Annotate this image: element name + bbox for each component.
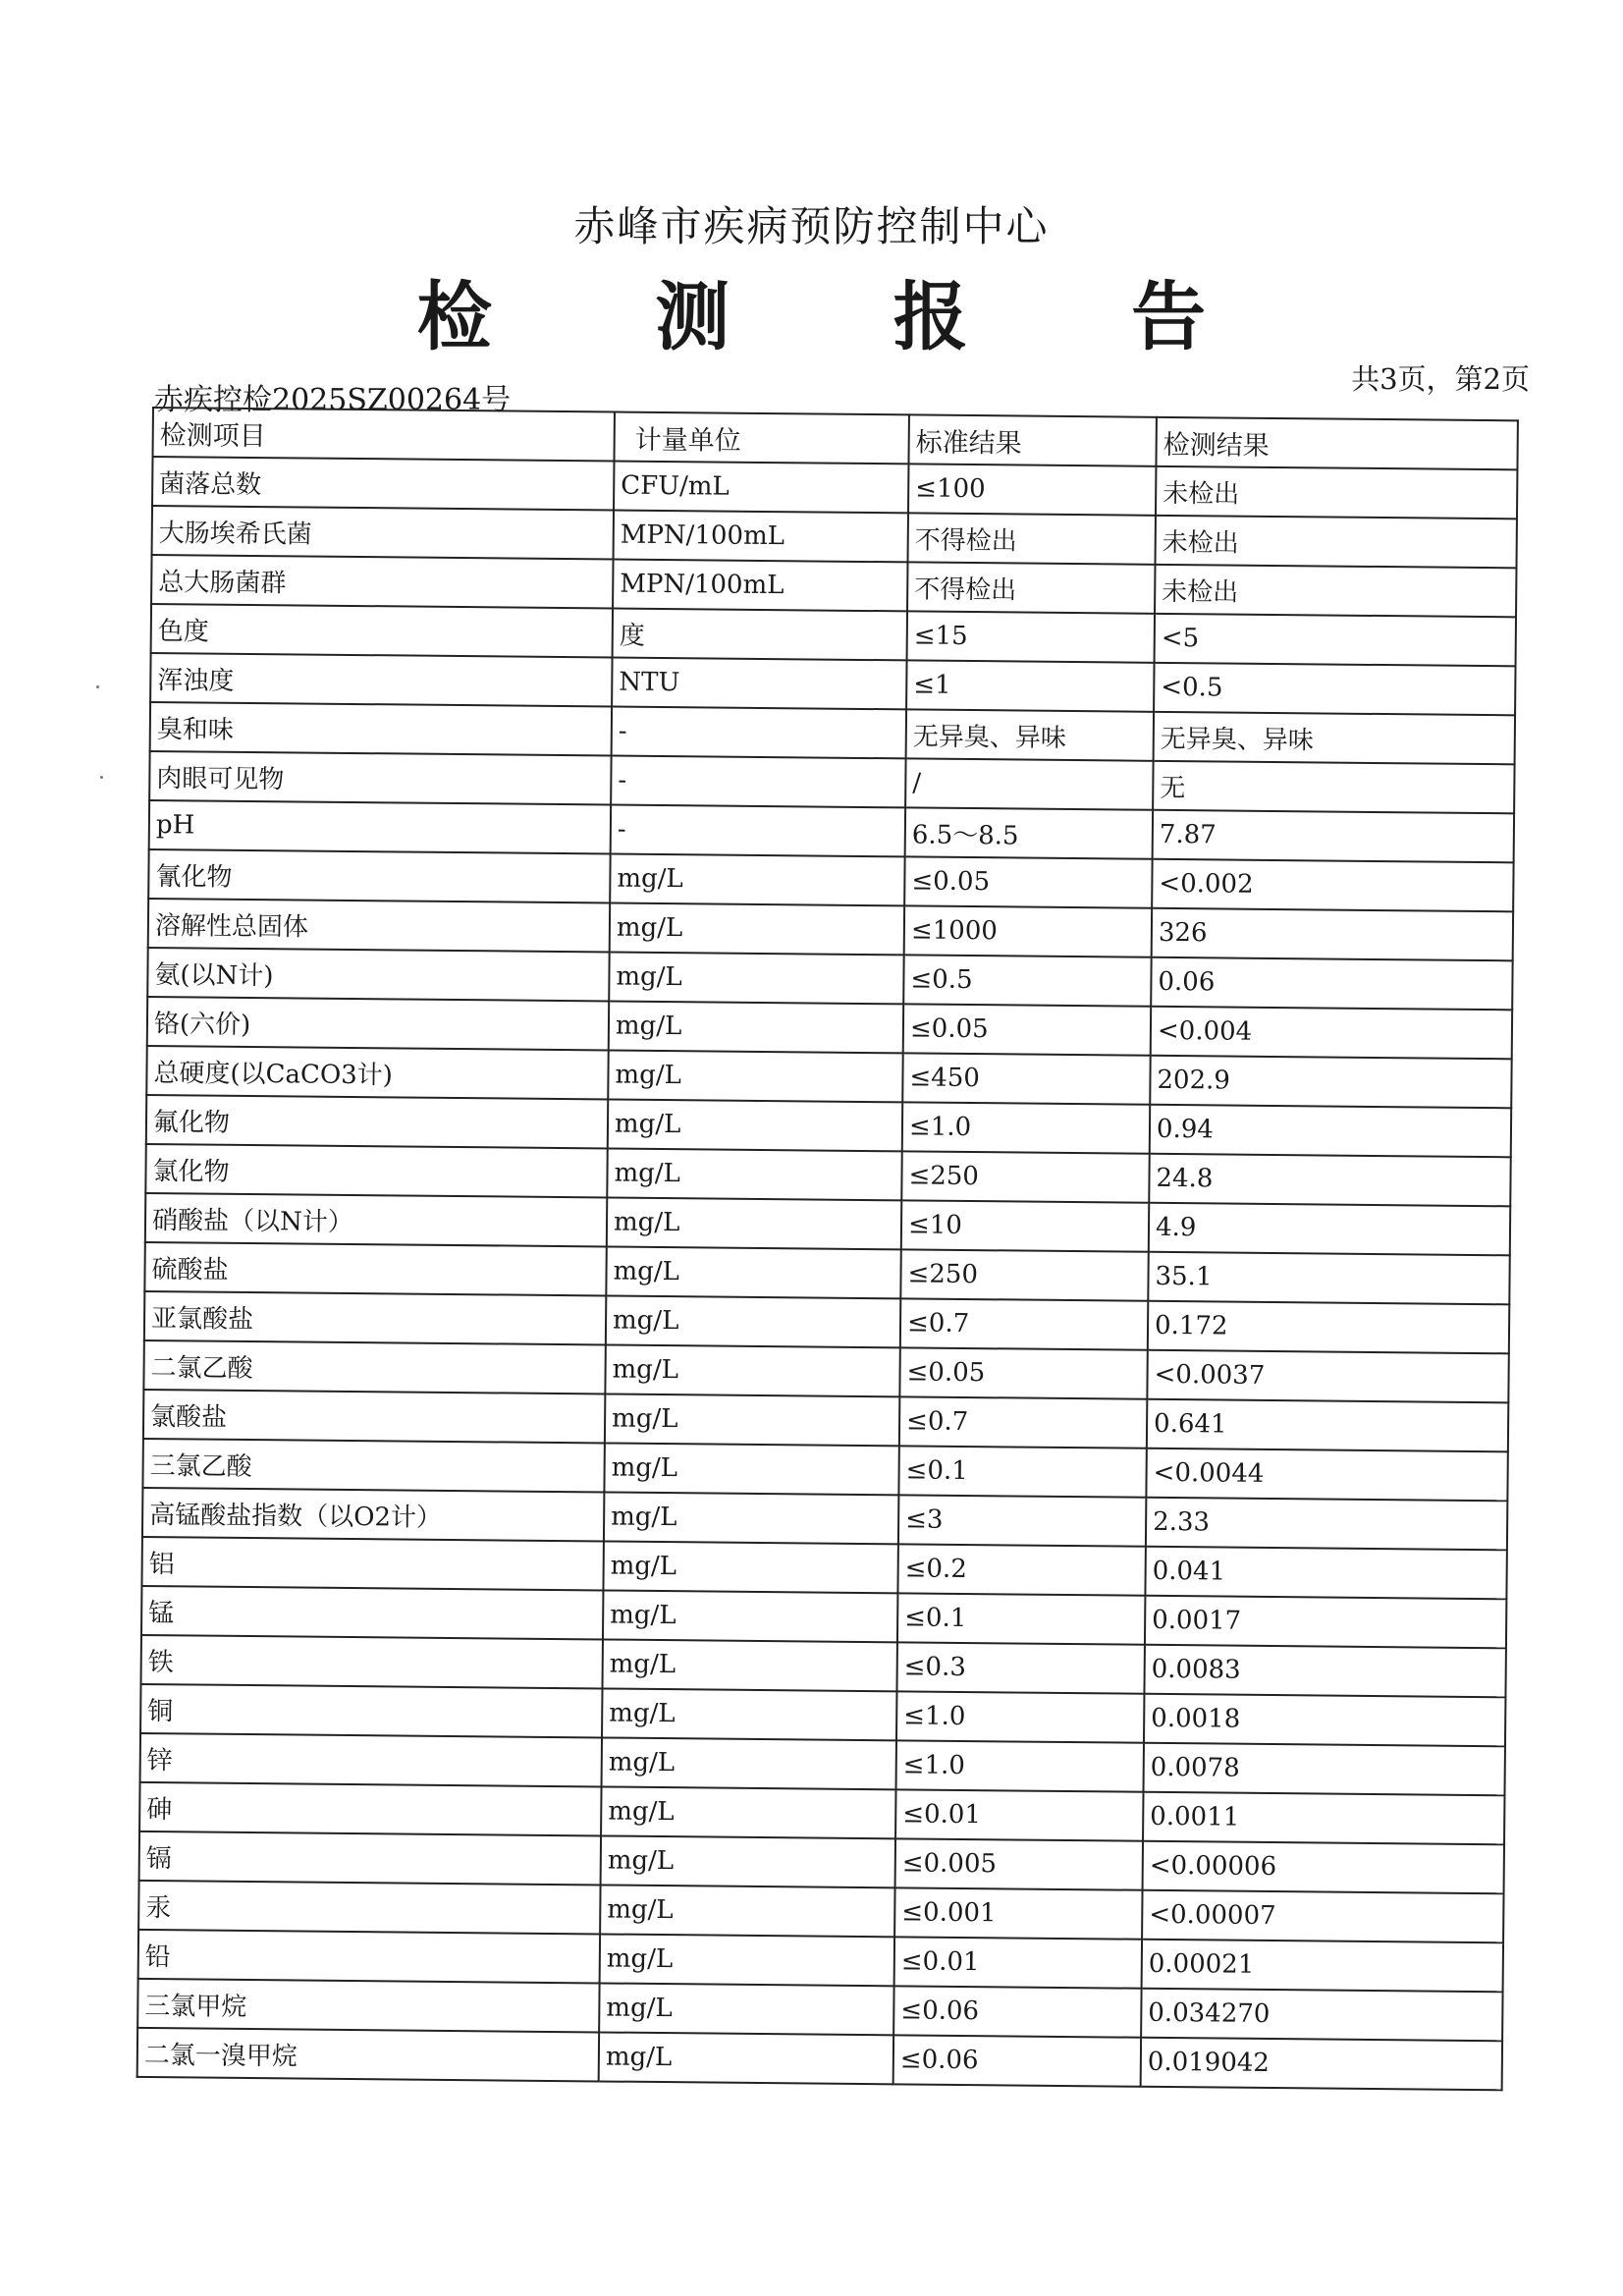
standard-limit-cell: ≤0.001	[894, 1887, 1142, 1939]
test-result-cell: 0.0011	[1143, 1792, 1504, 1845]
unit-cell: MPN/100mL	[613, 560, 907, 612]
test-item-cell: 铜	[140, 1684, 602, 1738]
test-item-cell: 镉	[139, 1831, 601, 1886]
test-item-cell: 锌	[140, 1733, 602, 1787]
unit-cell: mg/L	[610, 902, 904, 955]
test-result-cell: <0.004	[1151, 1007, 1512, 1060]
column-header-result: 检测结果	[1156, 417, 1517, 470]
standard-limit-cell: ≤1.0	[902, 1102, 1150, 1153]
test-item-cell: 铁	[141, 1635, 603, 1689]
test-result-cell: 未检出	[1155, 565, 1516, 618]
unit-cell: -	[612, 707, 906, 759]
standard-limit-cell: 不得检出	[907, 562, 1155, 613]
test-item-cell: 氰化物	[148, 849, 610, 903]
test-item-cell: 铝	[141, 1537, 603, 1591]
unit-cell: 度	[613, 609, 907, 661]
standard-limit-cell: ≤100	[908, 464, 1156, 515]
standard-limit-cell: ≤1	[906, 660, 1154, 711]
scan-speck	[96, 685, 99, 688]
test-item-cell: 菌落总数	[152, 457, 614, 511]
standard-limit-cell: 不得检出	[908, 513, 1156, 564]
standard-limit-cell: ≤450	[902, 1053, 1150, 1104]
unit-cell: mg/L	[609, 952, 903, 1004]
test-item-cell: 浑浊度	[150, 653, 612, 707]
unit-cell: mg/L	[606, 1246, 900, 1298]
unit-cell: mg/L	[605, 1344, 899, 1396]
test-result-cell: 0.94	[1150, 1105, 1511, 1158]
unit-cell: -	[611, 805, 905, 857]
standard-limit-cell: ≤1000	[904, 905, 1152, 957]
standard-limit-cell: 6.5～8.5	[905, 807, 1153, 858]
standard-limit-cell: ≤1.0	[896, 1740, 1144, 1791]
scan-speck	[100, 776, 103, 779]
test-item-cell: pH	[149, 800, 611, 854]
standard-limit-cell: ≤0.7	[899, 1396, 1147, 1448]
test-result-cell: 0.06	[1151, 957, 1512, 1011]
test-item-cell: 锰	[141, 1586, 603, 1640]
test-result-cell: 0.0017	[1145, 1596, 1506, 1649]
unit-cell: mg/L	[609, 1001, 903, 1053]
unit-cell: -	[611, 756, 905, 808]
test-result-cell: 0.00021	[1142, 1940, 1503, 1993]
unit-cell: mg/L	[599, 2032, 893, 2084]
standard-limit-cell: ≤15	[907, 611, 1155, 662]
unit-cell: mg/L	[602, 1688, 896, 1740]
test-result-cell: <0.5	[1154, 663, 1515, 716]
column-header-standard: 标准结果	[908, 414, 1156, 465]
test-result-cell: 202.9	[1150, 1056, 1511, 1109]
report-number: 赤疾控检2025SZ00264号	[154, 383, 512, 417]
unit-cell: mg/L	[600, 1934, 894, 1986]
test-result-cell: 0.041	[1145, 1547, 1506, 1600]
results-table-container	[136, 407, 1517, 2091]
test-item-cell: 铬(六价)	[147, 997, 609, 1051]
test-item-cell: 砷	[139, 1782, 601, 1836]
standard-limit-cell: ≤10	[901, 1200, 1149, 1251]
test-item-cell: 二氯一溴甲烷	[137, 2028, 599, 2082]
test-item-cell: 三氯乙酸	[142, 1439, 604, 1493]
standard-limit-cell: ≤0.1	[897, 1593, 1145, 1644]
test-result-cell: 35.1	[1148, 1252, 1509, 1305]
test-item-cell: 肉眼可见物	[149, 751, 611, 805]
test-result-cell: 0.0083	[1144, 1645, 1505, 1698]
unit-cell: mg/L	[600, 1885, 894, 1937]
unit-cell: CFU/mL	[614, 462, 908, 514]
standard-limit-cell: ≤0.5	[903, 955, 1151, 1006]
test-result-cell: 无	[1153, 761, 1514, 814]
test-result-cell: 0.641	[1147, 1399, 1508, 1452]
standard-limit-cell: ≤1.0	[896, 1691, 1144, 1742]
standard-limit-cell: ≤250	[900, 1249, 1148, 1300]
column-header-item: 检测项目	[153, 408, 615, 462]
results-table	[136, 407, 1519, 2091]
test-result-cell: 0.019042	[1141, 2038, 1502, 2091]
standard-limit-cell: ≤0.2	[897, 1544, 1145, 1595]
page-indicator: 共3页，第2页	[1351, 362, 1530, 396]
test-item-cell: 臭和味	[150, 702, 612, 756]
test-result-cell: <0.002	[1152, 859, 1513, 912]
standard-limit-cell: /	[905, 758, 1153, 809]
unit-cell: mg/L	[599, 1983, 893, 2035]
test-result-cell: 未检出	[1156, 466, 1517, 519]
standard-limit-cell: ≤0.06	[893, 2035, 1141, 2086]
test-item-cell: 氨(以N计)	[147, 948, 609, 1002]
standard-limit-cell: ≤0.01	[894, 1937, 1142, 1988]
unit-cell: mg/L	[607, 1197, 901, 1249]
test-result-cell: 未检出	[1156, 516, 1517, 569]
standard-limit-cell: ≤0.05	[904, 856, 1152, 907]
unit-cell: mg/L	[604, 1443, 898, 1495]
test-item-cell: 氯化物	[145, 1144, 607, 1198]
unit-cell: mg/L	[610, 854, 904, 906]
standard-limit-cell: ≤3	[898, 1495, 1146, 1546]
column-header-unit: 计量单位	[614, 412, 908, 465]
test-item-cell: 高锰酸盐指数（以O2计）	[142, 1488, 604, 1542]
test-result-cell: <5	[1155, 614, 1516, 667]
unit-cell: mg/L	[604, 1492, 898, 1544]
test-item-cell: 氯酸盐	[143, 1390, 605, 1444]
organization-name: 赤峰市疾病预防控制中心	[573, 202, 1050, 250]
unit-cell: MPN/100mL	[614, 511, 908, 563]
unit-cell: mg/L	[601, 1835, 895, 1887]
test-item-cell: 汞	[138, 1881, 600, 1935]
test-result-cell: 0.0018	[1144, 1694, 1505, 1747]
standard-limit-cell: ≤0.05	[903, 1004, 1151, 1055]
unit-cell: mg/L	[608, 1099, 902, 1151]
standard-limit-cell: 无异臭、异味	[906, 709, 1154, 760]
test-result-cell: 无异臭、异味	[1154, 712, 1515, 765]
unit-cell: mg/L	[602, 1737, 896, 1789]
test-result-cell: <0.00006	[1143, 1841, 1504, 1894]
unit-cell: mg/L	[606, 1295, 900, 1347]
unit-cell: mg/L	[601, 1786, 895, 1838]
unit-cell: mg/L	[608, 1050, 902, 1102]
standard-limit-cell: ≤0.06	[893, 1986, 1141, 2037]
test-item-cell: 总大肠菌群	[151, 555, 613, 609]
test-item-cell: 大肠埃希氏菌	[152, 506, 614, 560]
unit-cell: mg/L	[607, 1148, 901, 1200]
test-item-cell: 二氯乙酸	[143, 1340, 605, 1394]
standard-limit-cell: ≤250	[901, 1151, 1149, 1202]
test-item-cell: 铅	[138, 1930, 600, 1984]
test-item-cell: 色度	[151, 604, 613, 658]
report-title: 检 测 报 告	[416, 273, 1275, 360]
unit-cell: mg/L	[603, 1541, 897, 1593]
test-result-cell: <0.00007	[1142, 1890, 1503, 1943]
test-result-cell: 2.33	[1146, 1498, 1507, 1551]
standard-limit-cell: ≤0.7	[900, 1298, 1148, 1349]
test-item-cell: 三氯甲烷	[137, 1979, 599, 2033]
test-result-cell: 7.87	[1153, 810, 1514, 863]
test-result-cell: 0.0078	[1144, 1743, 1505, 1796]
results-table-body	[137, 457, 1518, 2090]
test-item-cell: 亚氯酸盐	[144, 1291, 606, 1345]
test-item-cell: 硫酸盐	[144, 1242, 606, 1296]
test-result-cell: 326	[1152, 908, 1513, 961]
unit-cell: NTU	[612, 658, 906, 710]
test-item-cell: 总硬度(以CaCO3计)	[146, 1046, 608, 1100]
unit-cell: mg/L	[605, 1394, 899, 1446]
test-item-cell: 氟化物	[146, 1095, 608, 1149]
standard-limit-cell: ≤0.05	[899, 1347, 1147, 1398]
standard-limit-cell: ≤0.3	[896, 1642, 1144, 1693]
test-result-cell: 0.172	[1148, 1301, 1509, 1354]
test-result-cell: <0.0037	[1147, 1350, 1508, 1403]
unit-cell: mg/L	[602, 1639, 896, 1691]
standard-limit-cell: ≤0.01	[895, 1789, 1143, 1840]
test-result-cell: 0.034270	[1141, 1989, 1502, 2042]
test-result-cell: 24.8	[1149, 1154, 1510, 1207]
test-result-cell: <0.0044	[1146, 1449, 1507, 1502]
test-item-cell: 硝酸盐（以N计）	[145, 1193, 607, 1247]
standard-limit-cell: ≤0.1	[898, 1446, 1146, 1497]
standard-limit-cell: ≤0.005	[895, 1838, 1143, 1889]
test-item-cell: 溶解性总固体	[148, 899, 610, 953]
unit-cell: mg/L	[603, 1590, 897, 1642]
test-result-cell: 4.9	[1149, 1203, 1510, 1256]
